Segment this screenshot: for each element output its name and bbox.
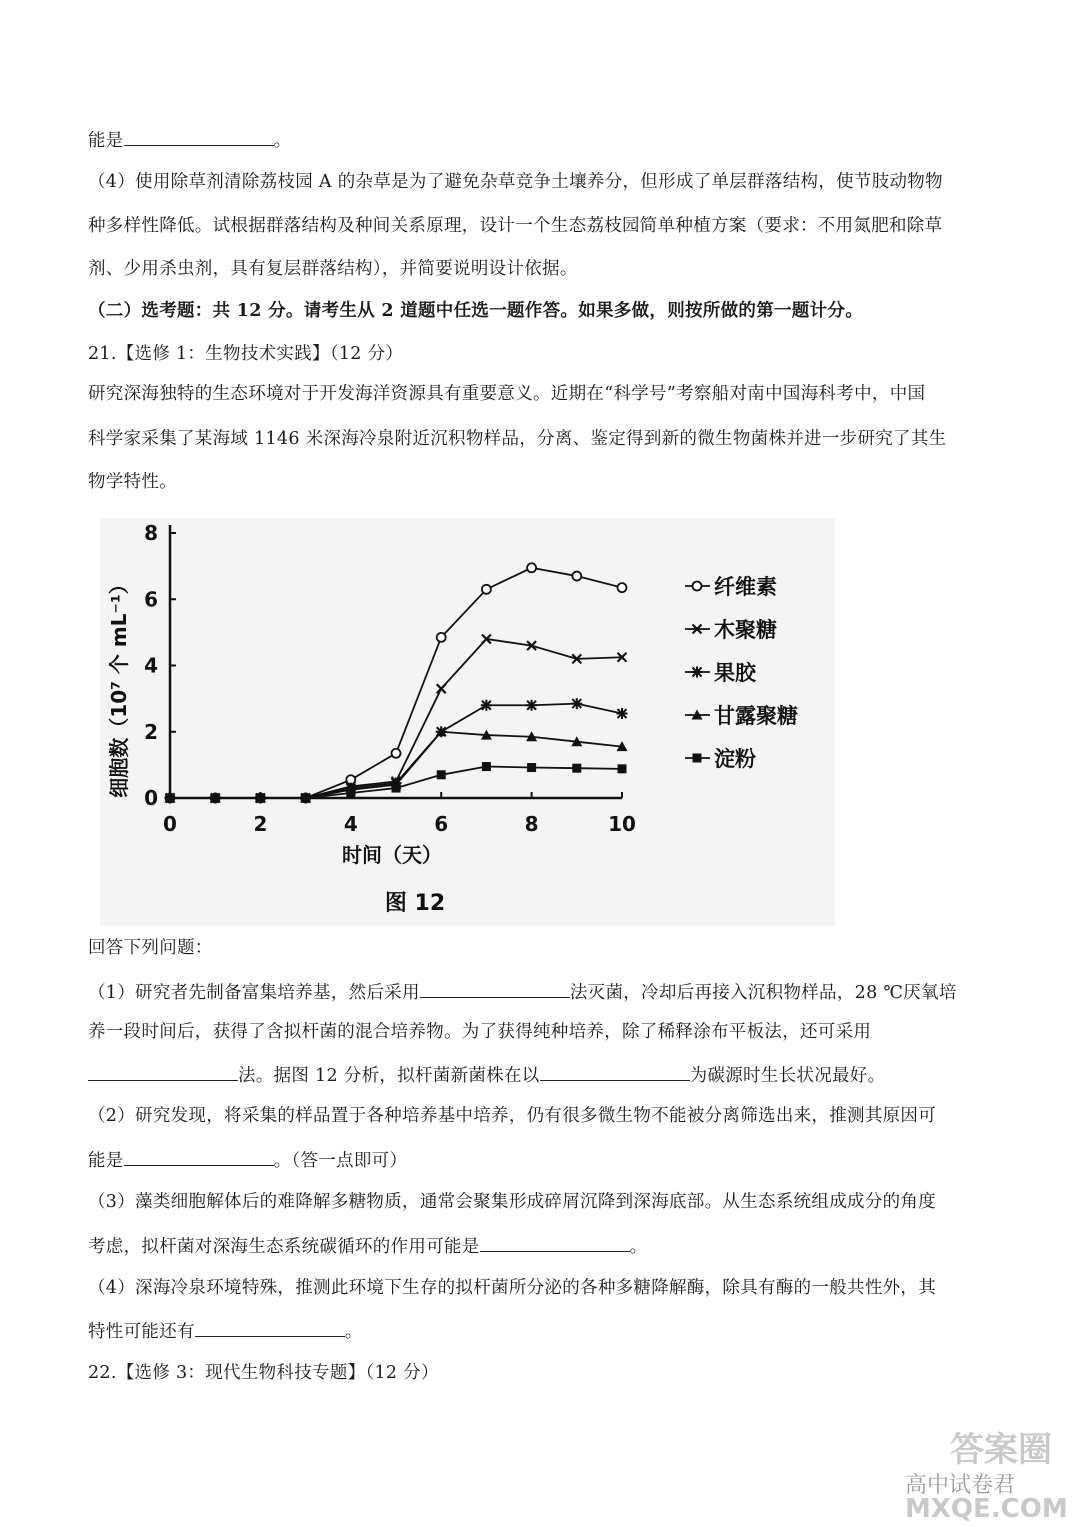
legend-label: 甘露聚糖 [714, 704, 798, 728]
data-point [482, 585, 491, 594]
question-text: （3）藻类细胞解体后的难降解多糖物质，通常会聚集形成碎屑沉降到深海底部。从生态系统组成成分的角度 [88, 1192, 937, 1212]
chart-series [165, 563, 628, 803]
data-point [211, 794, 220, 803]
data-point [527, 563, 536, 572]
figure-caption: 图 12 [384, 891, 446, 916]
question-text: 种多样性降低。试根据群落结构及种间关系原理，设计一个生态荔枝园简单种植方案（要求：不用氮肥和除草 [88, 216, 943, 236]
legend-item [685, 747, 756, 771]
legend-item [685, 618, 777, 642]
answer-blank[interactable] [480, 1237, 630, 1252]
data-point [526, 700, 537, 711]
question-text: （4）深海冷泉环境特殊，推测此环境下生存的拟杆菌所分泌的各种多糖降解酶，除具有酶的一般共性外，其 [88, 1278, 937, 1298]
question-text: 回答下列问题： [88, 938, 213, 958]
question-text: 科学家采集了某海域 1146 米深海冷泉附近沉积物样品，分离、鉴定得到新的微生物菌株并进一步研究了其生 [88, 429, 947, 449]
legend-marker [693, 582, 702, 591]
watermark: 高中试卷君 [905, 1473, 1016, 1498]
data-point [392, 749, 401, 758]
text-line [88, 1066, 885, 1086]
watermark: 答案圈 [950, 1430, 1052, 1470]
data-point [256, 794, 265, 803]
y-tick-label: 0 [144, 786, 158, 810]
data-point [617, 708, 628, 719]
data-point [166, 794, 175, 803]
data-point [618, 583, 627, 592]
text-line [88, 1322, 363, 1342]
text-line [88, 131, 291, 151]
answer-blank[interactable] [88, 1066, 238, 1081]
legend-item [685, 575, 777, 599]
x-tick-label: 2 [253, 812, 268, 836]
data-point [437, 770, 446, 779]
question-text: 剂、少用杀虫剂，具有复层群落结构），并简要说明设计依据。 [88, 259, 578, 279]
text-segment: （1）研究者先制备富集培养基，然后采用 [88, 983, 420, 1003]
text-line [88, 983, 957, 1003]
text-segment: 特性可能还有 [88, 1322, 195, 1342]
data-point [482, 762, 491, 771]
text-segment: 。 [273, 131, 292, 151]
data-point [527, 763, 536, 772]
x-tick-label: 0 [163, 812, 177, 836]
legend-marker [693, 754, 702, 763]
section-heading: （二）选考题：共 12 分。请考生从 2 道题中任选一题作答。如果多做，则按所做的第一题计分。 [88, 301, 863, 321]
data-point [392, 784, 401, 793]
text-segment: 为碳源时生长状况最好。 [689, 1066, 886, 1086]
data-point [301, 794, 310, 803]
text-segment: 。（答一点即可） [273, 1151, 408, 1171]
legend-item [685, 704, 798, 728]
question-heading: 22.【选修 3：现代生物科技专题】（12 分） [88, 1363, 439, 1383]
series-cross [166, 635, 627, 803]
text-line [88, 1237, 647, 1257]
answer-blank[interactable] [124, 1151, 274, 1166]
question-text: （4）使用除草剂清除荔枝园 A 的杂草是为了避免杂草竞争土壤养分，但形成了单层群落结构，使节肢动物物 [88, 172, 943, 192]
question-text: （2）研究发现，将采集的样品置于各种培养基中培养，仍有很多微生物不能被分离筛选出来，推测其原因可 [88, 1106, 937, 1126]
legend-item [685, 661, 757, 685]
data-point [437, 633, 446, 642]
text-segment: 。 [629, 1237, 648, 1257]
y-axis-label: 细胞数（10⁷ 个 mL⁻¹） [107, 574, 131, 798]
legend-label: 淀粉 [714, 747, 756, 771]
text-segment: 考虑，拟杆菌对深海生态系统碳循环的作用可能是 [88, 1237, 480, 1257]
text-line [88, 1151, 407, 1171]
watermark: MXQE.COM [905, 1494, 1068, 1524]
data-point [572, 764, 581, 773]
series-line [170, 639, 622, 798]
y-tick-label: 4 [144, 653, 158, 678]
x-tick-label: 6 [434, 812, 449, 836]
y-tick-label: 6 [144, 587, 158, 612]
x-tick-label: 8 [524, 812, 539, 836]
question-text: 养一段时间后，获得了含拟杆菌的混合培养物。为了获得纯种培养，除了稀释涂布平板法，还可采用 [88, 1022, 872, 1042]
text-segment: 。 [344, 1322, 363, 1342]
text-segment: 能是 [88, 131, 124, 151]
data-point [572, 572, 581, 581]
data-point [481, 700, 492, 711]
answer-blank[interactable] [124, 131, 274, 146]
x-tick-label: 10 [608, 812, 636, 836]
answer-blank[interactable] [540, 1066, 690, 1081]
data-point [346, 789, 355, 798]
legend-label: 果胶 [714, 661, 756, 685]
text-segment: 能是 [88, 1151, 124, 1171]
series-line [170, 568, 622, 798]
text-segment: 法灭菌，冷却后再接入沉积物样品，28 ℃厌氧培 [569, 983, 957, 1003]
legend-marker [692, 667, 703, 678]
cell-count-line-chart [100, 518, 835, 926]
y-tick-label: 8 [144, 521, 158, 545]
legend-label: 纤维素 [714, 575, 777, 599]
question-text: 研究深海独特的生态环境对于开发海洋资源具有重要意义。近期在“科学号”考察船对南中国海科考中，中国 [88, 384, 926, 404]
text-segment: 法。据图 12 分析，拟杆菌新菌株在以 [238, 1066, 540, 1086]
y-tick-label: 2 [144, 719, 158, 744]
chart-legend [685, 575, 798, 771]
legend-label: 木聚糖 [714, 618, 777, 642]
data-point [437, 684, 446, 693]
data-point [618, 764, 627, 773]
x-tick-label: 4 [343, 812, 358, 836]
question-text: 物学特性。 [88, 472, 177, 492]
answer-blank[interactable] [420, 983, 570, 998]
answer-blank[interactable] [195, 1322, 345, 1337]
series-open-circle [166, 563, 627, 802]
question-heading: 21.【选修 1：生物技术实践】（12 分） [88, 344, 404, 364]
x-axis-label: 时间（天） [342, 843, 442, 867]
data-point [571, 698, 582, 709]
